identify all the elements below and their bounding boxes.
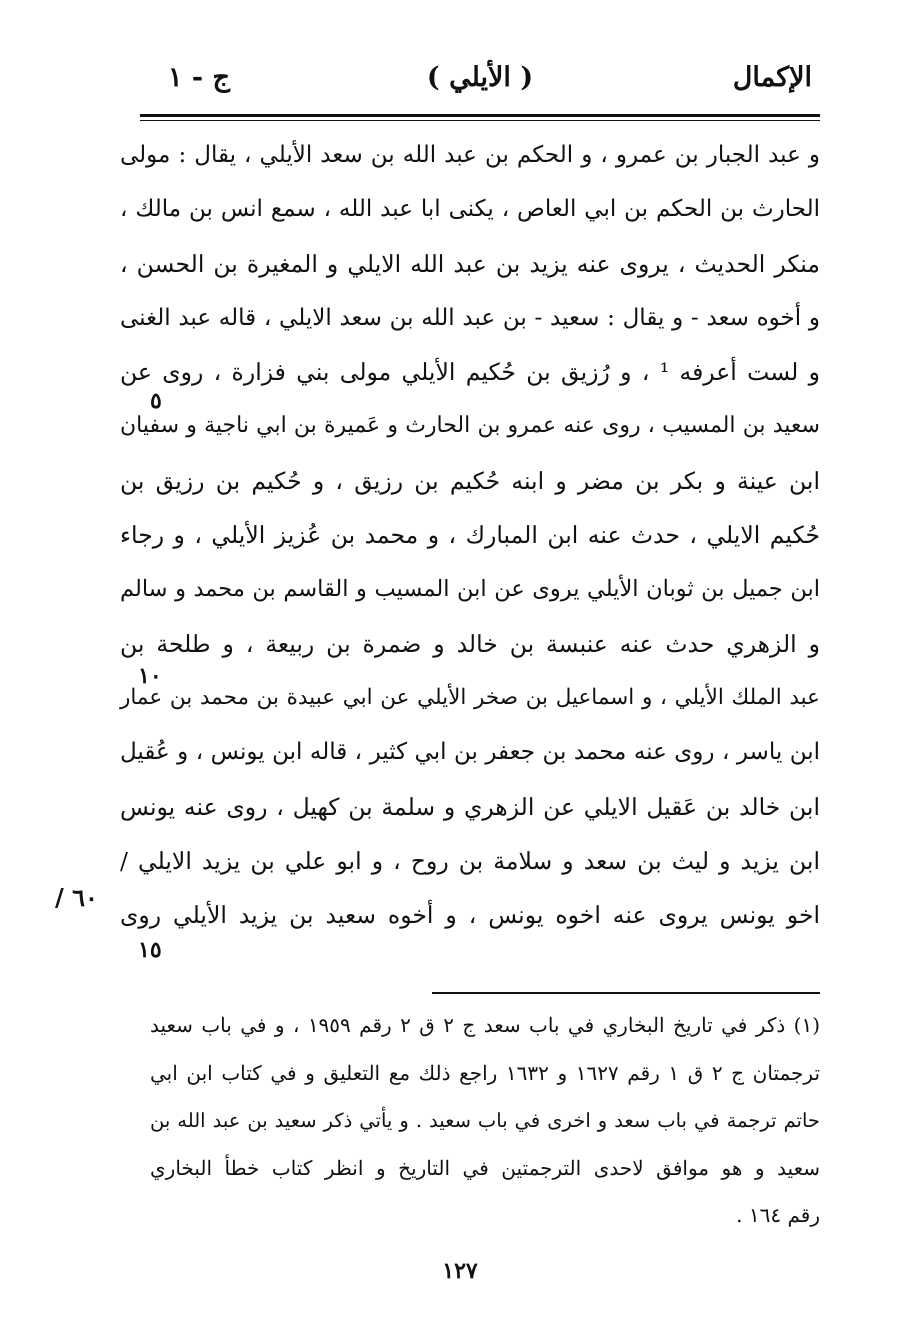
book-title: الإكمال [732, 62, 812, 93]
text-line: و أخوه سعد - و يقال : سعيد - بن عبد الله بن سعد الايلي ، قاله عبد الغنى [120, 304, 820, 331]
section-title: ( الأيلي ) [426, 62, 534, 93]
text-line: و لست أعرفه ¹ ، و رُزيق بن حُكيم الأيلي مولى بني فزارة ، روى عن [120, 358, 820, 387]
text-line: ابن يزيد و ليث بن سعد و سلامة بن روح ، و ابو علي بن يزيد الايلي / [120, 846, 820, 875]
text-line: الحارث بن الحكم بن ابي العاص ، يكنى ابا عبد الله ، سمع انس بن مالك ، [120, 196, 820, 223]
footnote-rule [432, 992, 820, 994]
footnote-line: ترجمتان ج ٢ ق ١ رقم ١٦٢٧ و ١٦٣٢ راجع ذلك مع التعليق و في كتاب ابن ابي [150, 1060, 821, 1085]
header-rule-thin [140, 120, 820, 121]
text-line: منكر الحديث ، يروى عنه يزيد بن عبد الله الايلي و المغيرة بن الحسن ، [120, 249, 820, 278]
text-line: ابن ياسر ، روى عنه محمد بن جعفر بن ابي كثير ، قاله ابن يونس ، و عُقيل [120, 739, 820, 766]
line-number-15: ١٥ [138, 937, 162, 963]
text-line: ابن عينة و بكر بن مضر و ابنه حُكيم بن رزيق ، و حُكيم بن رزيق بن [120, 466, 820, 495]
text-line: اخو يونس يروى عنه اخوه يونس ، و أخوه سعيد بن يزيد الأيلي روى [120, 901, 820, 930]
text-line: عبد الملك الأيلي ، و اسماعيل بن صخر الأيلي عن ابي عبيدة بن محمد بن عمار [120, 684, 820, 710]
text-line: و الزهري حدث عنه عنبسة بن خالد و ضمرة بن ربيعة ، و طلحة بن [120, 629, 820, 658]
text-line: ابن خالد بن عَقيل الايلي عن الزهري و سلمة بن كهيل ، روى عنه يونس [120, 792, 820, 821]
footnote-line: (١) ذكر في تاريخ البخاري في باب سعد ج ٢ ق ٢ رقم ١٩٥٩ ، و في باب سعيد [150, 1013, 821, 1037]
text-line: سعيد بن المسيب ، روى عنه عمرو بن الحارث و عَميرة بن ابي ناجية و سفيان [120, 413, 820, 439]
volume-label: ج - ١ [168, 62, 230, 93]
footnote-line: رقم ١٦٤ . [736, 1203, 820, 1227]
text-line: ابن جميل بن ثوبان الأيلي يروى عن ابن المسيب و القاسم بن محمد و سالم [120, 576, 820, 603]
text-line: و عبد الجبار بن عمرو ، و الحكم بن عبد الله بن سعد الأيلي ، يقال : مولى [120, 142, 820, 168]
folio-marker: / ٦٠ [55, 883, 98, 912]
line-number-5: ٥ [150, 388, 162, 414]
text-line: حُكيم الايلي ، حدث عنه ابن المبارك ، و محمد بن عُزيز الأيلي ، و رجاء [120, 521, 820, 550]
footnote-line: حاتم ترجمة في باب سعد و اخرى في باب سعيد . و يأتي ذكر سعيد بن عبد الله بن [150, 1109, 820, 1132]
main-text [120, 128, 820, 942]
page-number: ١٢٧ [442, 1258, 478, 1284]
footnotes [150, 1002, 820, 1240]
footnote-line: سعيد و هو موافق لاحدى الترجمتين في التاريخ و انظر كتاب خطأ البخاري [150, 1155, 820, 1180]
page-header [140, 62, 820, 110]
header-rule-thick [140, 114, 820, 117]
line-number-10: ١٠ [138, 663, 162, 689]
